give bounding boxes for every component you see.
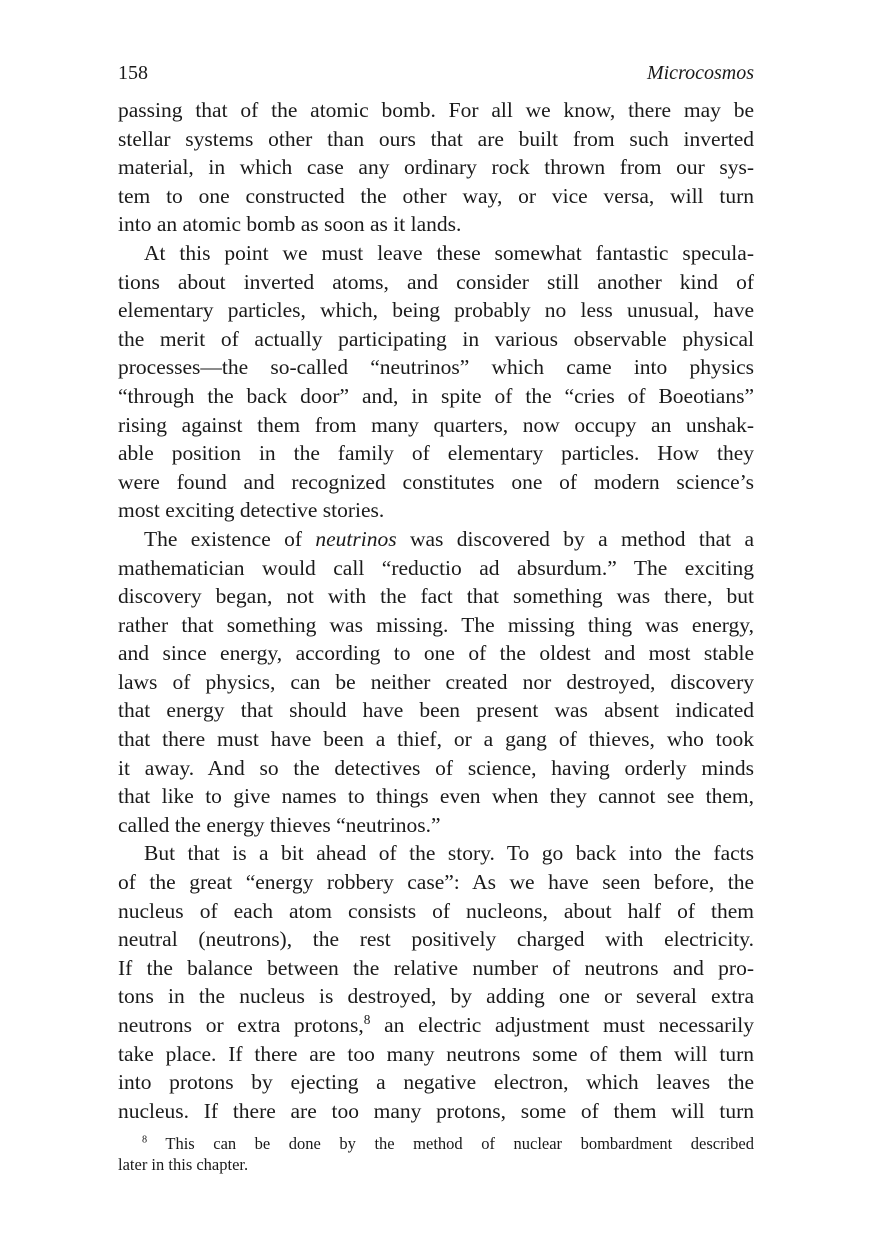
running-title: Microcosmos — [646, 62, 754, 84]
text-line: most exciting detective stories. — [118, 498, 385, 523]
text-line: But that is a bit ahead of the story. To go back into the facts — [144, 841, 754, 866]
text-line: If the balance between the relative number of neutrons and pro- — [118, 955, 754, 980]
paragraph-3 — [118, 525, 754, 840]
book-page — [118, 62, 754, 1175]
text-line: take place. If there are too many neutrons some of them will turn — [118, 1041, 754, 1066]
text-line: that like to give names to things even when they cannot see them, — [118, 784, 754, 809]
footnote-line — [118, 1133, 754, 1154]
text-line — [118, 1011, 754, 1040]
text-line: of the great “energy robbery case”: As we have seen before, the — [118, 870, 754, 895]
footnote-text: This can be done by the method of nuclear bombardment described — [165, 1134, 755, 1154]
text-line: laws of physics, can be neither created nor destroyed, discovery — [118, 669, 754, 694]
text-line: mathematician would call “reductio ad absurdum.” The exciting — [118, 555, 754, 580]
text-line — [118, 525, 754, 554]
footnote — [118, 1133, 754, 1175]
text-segment: The existence of — [144, 526, 316, 551]
text-line: into an atomic bomb as soon as it lands. — [118, 212, 462, 237]
running-head — [118, 62, 754, 96]
text-line: At this point we must leave these somewhat fantastic specula- — [144, 240, 754, 265]
footnote-mark: 8 — [142, 1134, 148, 1146]
text-line: nucleus. If there are too many protons, some of them will turn — [118, 1098, 754, 1123]
text-line: rising against them from many quarters, now occupy an unshak- — [118, 412, 754, 437]
text-line: neutral (neutrons), the rest positively charged with electricity. — [118, 927, 754, 952]
text-line: it away. And so the detectives of science, having orderly minds — [118, 755, 754, 780]
emphasized-term: neutrinos — [315, 526, 397, 551]
text-line: rather that something was missing. The missing thing was energy, — [118, 612, 754, 637]
text-line: processes—the so-called “neutrinos” which came into physics — [118, 355, 754, 380]
text-line: the merit of actually participating in various observable physical — [118, 326, 754, 351]
page-number: 158 — [118, 62, 148, 84]
text-line: passing that of the atomic bomb. For all we know, there may be — [118, 98, 754, 122]
footnote-line: later in this chapter. — [118, 1155, 249, 1175]
text-line: stellar systems other than ours that are built from such inverted — [118, 126, 754, 151]
text-line: and since energy, according to one of the oldest and most stable — [118, 641, 754, 666]
text-line: elementary particles, which, being probably no less unusual, have — [118, 298, 754, 323]
paragraph-4 — [118, 839, 754, 1125]
body-text — [118, 96, 754, 1125]
text-segment: an electric adjustment must necessarily — [370, 1013, 755, 1037]
text-line: that there must have been a thief, or a gang of thieves, who took — [118, 727, 754, 752]
text-line: discovery began, not with the fact that something was there, but — [118, 584, 754, 609]
text-line: that energy that should have been present was absent indicated — [118, 698, 754, 723]
text-line: nucleus of each atom consists of nucleons, about half of them — [118, 898, 754, 923]
text-line: able position in the family of elementary particles. How they — [118, 441, 754, 466]
text-line: “through the back door” and, in spite of the “cries of Boeotians” — [118, 383, 754, 408]
text-line: material, in which case any ordinary rock thrown from our sys- — [118, 155, 754, 180]
text-line: tons in the nucleus is destroyed, by adding one or several extra — [118, 984, 754, 1009]
text-line: tem to one constructed the other way, or vice versa, will turn — [118, 183, 754, 208]
text-segment: was discovered by a method that a — [396, 526, 754, 551]
paragraph-2 — [118, 239, 754, 525]
text-segment: neutrons or extra protons, — [118, 1013, 364, 1037]
text-line: tions about inverted atoms, and consider still another kind of — [118, 269, 754, 294]
text-line: into protons by ejecting a negative electron, which leaves the — [118, 1070, 754, 1095]
footnote-reference[interactable]: 8 — [363, 1011, 371, 1027]
text-line: called the energy thieves “neutrinos.” — [118, 812, 441, 837]
paragraph-1 — [118, 96, 754, 239]
text-line: were found and recognized constitutes one of modern science’s — [118, 469, 754, 494]
